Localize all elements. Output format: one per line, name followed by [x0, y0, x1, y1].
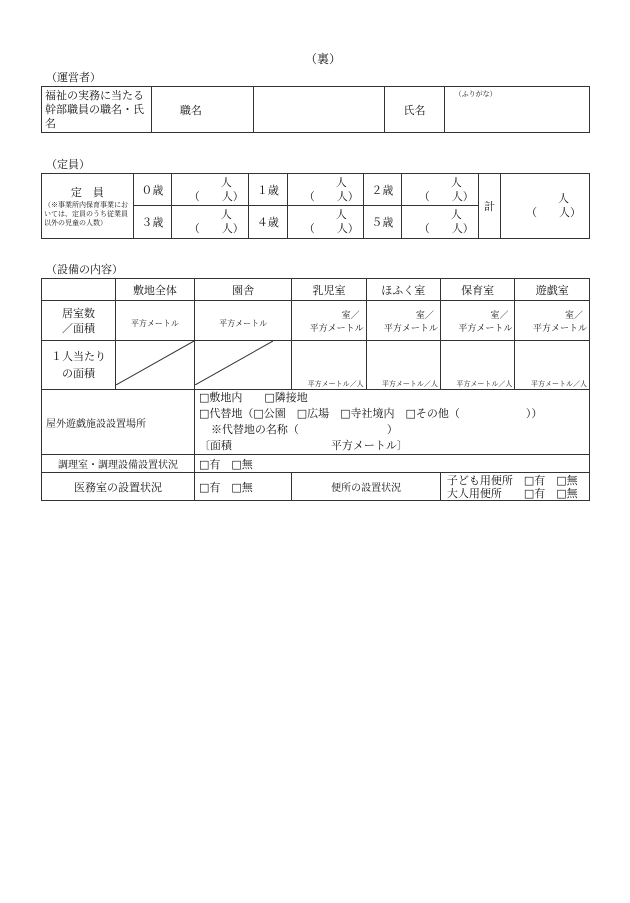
diagonal-slash [195, 341, 273, 385]
age-4-label: ４歳 [248, 206, 287, 239]
diagonal-slash [116, 341, 194, 385]
age-0-label: ０歳 [133, 174, 171, 206]
furigana-label: （ふりがな） [454, 90, 497, 98]
col-infant-room: 乳児室 [292, 279, 366, 301]
site-area-value[interactable]: 平方メートル [115, 301, 194, 341]
toilet-label: 便所の設置状況 [292, 473, 440, 501]
age-3-label: ３歳 [133, 206, 171, 239]
age-2-value[interactable]: 人 （ 人） [401, 174, 478, 206]
toilet-child: 子ども用便所 □有 □無 [446, 473, 578, 487]
col-nursery-room: 保育室 [440, 279, 515, 301]
medical-value[interactable]: □有 □無 [194, 473, 291, 501]
infant-room-per-person[interactable]: 平方メートル／人 [292, 341, 366, 390]
outdoor-value[interactable] [194, 390, 589, 455]
operator-table [41, 86, 590, 133]
row-rooms-area-label: 居室数 ／面積 [42, 301, 116, 341]
outdoor-line-area: 〔面積 平方メートル〕 [198, 439, 408, 452]
col-site: 敷地全体 [115, 279, 194, 301]
facilities-heading: （設備の内容） [46, 263, 123, 276]
shimei-value[interactable] [444, 87, 589, 133]
outdoor-label: 屋外遊戯施設設置場所 [42, 390, 195, 455]
toilet-value[interactable] [440, 473, 589, 501]
crawling-room-rooms-area[interactable]: 室／ 平方メートル [366, 301, 440, 341]
col-building: 園舎 [194, 279, 291, 301]
shimei-label: 氏名 [385, 87, 444, 133]
outdoor-line-alt-name: ※代替地の名称（ ） [210, 423, 398, 436]
play-room-rooms-area[interactable]: 室／ 平方メートル [515, 301, 590, 341]
age-1-label: １歳 [248, 174, 287, 206]
site-per-person-slashed [115, 341, 194, 390]
play-room-per-person[interactable]: 平方メートル／人 [515, 341, 590, 390]
capacity-label-main: 定 員 [70, 185, 104, 199]
toilet-adult: 大人用便所 □有 □無 [446, 486, 578, 500]
infant-room-rooms-area[interactable]: 室／ 平方メートル [292, 301, 366, 341]
kitchen-value[interactable]: □有 □無 [194, 455, 589, 473]
total-value[interactable]: 人 （ 人） [501, 174, 590, 239]
age-2-label: ２歳 [363, 174, 401, 206]
age-4-value[interactable]: 人 （ 人） [287, 206, 363, 239]
total-label: 計 [478, 174, 501, 239]
operator-row-label: 福祉の実務に当たる幹部職員の職名・氏名 [42, 87, 152, 133]
outdoor-line-site: □敷地内 □隣接地 [198, 391, 308, 404]
shokumei-value[interactable] [253, 87, 385, 133]
building-area-value[interactable]: 平方メートル [194, 301, 291, 341]
age-5-value[interactable]: 人 （ 人） [401, 206, 478, 239]
age-5-label: ５歳 [363, 206, 401, 239]
nursery-room-rooms-area[interactable]: 室／ 平方メートル [440, 301, 515, 341]
shokumei-label: 職名 [151, 87, 253, 133]
nursery-room-per-person[interactable]: 平方メートル／人 [440, 341, 515, 390]
capacity-heading: （定員） [46, 158, 90, 171]
building-per-person-slashed [194, 341, 291, 390]
capacity-label-note: （※事業所内保育事業においては、定員のうち従業員以外の児童の人数） [44, 200, 128, 227]
crawling-room-per-person[interactable]: 平方メートル／人 [366, 341, 440, 390]
kitchen-label: 調理室・調理設備設置状況 [42, 455, 195, 473]
corner-cell [42, 279, 116, 301]
capacity-table [41, 173, 590, 239]
col-crawling-room: ほふく室 [366, 279, 440, 301]
facilities-table [41, 278, 590, 501]
row-per-person-label: １人当たり の面積 [42, 341, 116, 390]
page-marker: （裏） [305, 52, 342, 66]
age-1-value[interactable]: 人 （ 人） [287, 174, 363, 206]
medical-label: 医務室の設置状況 [42, 473, 195, 501]
outdoor-line-alternative: □代替地（□公園 □広場 □寺社境内 □その他（ ）） [198, 407, 543, 420]
operator-heading: （運営者） [46, 71, 101, 84]
col-play-room: 遊戯室 [515, 279, 590, 301]
age-3-value[interactable]: 人 （ 人） [172, 206, 249, 239]
capacity-label-cell [42, 174, 134, 239]
age-0-value[interactable]: 人 （ 人） [172, 174, 249, 206]
